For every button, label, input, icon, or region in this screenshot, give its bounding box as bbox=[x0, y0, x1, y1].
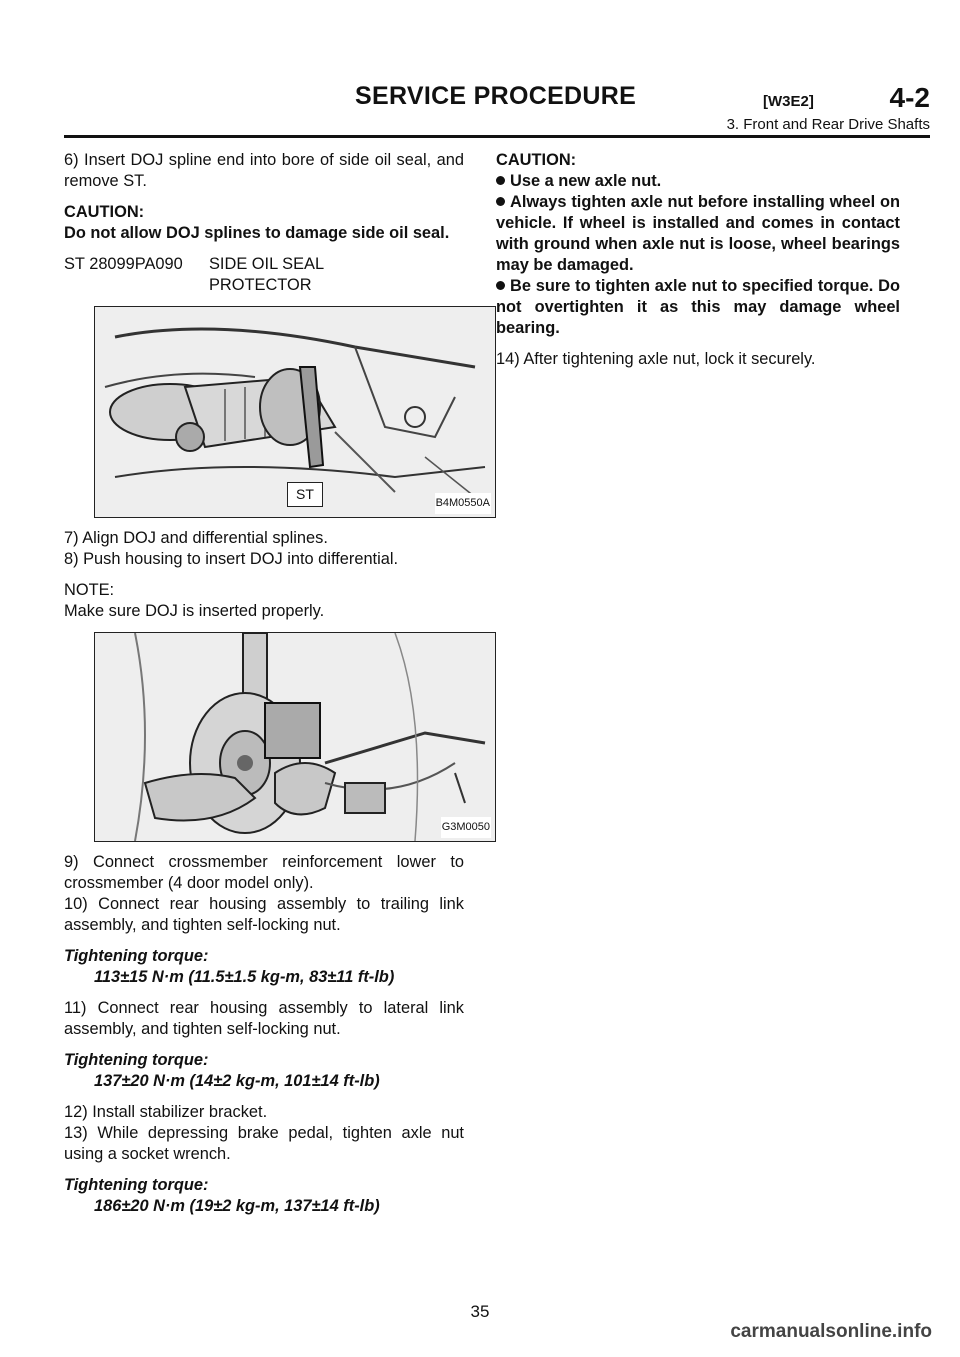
figure-code: B4M0550A bbox=[435, 493, 491, 514]
left-column bbox=[64, 150, 490, 1227]
special-tool-name: SIDE OIL SEAL PROTECTOR bbox=[209, 255, 324, 294]
caution-bullet: Use a new axle nut. bbox=[496, 171, 900, 192]
torque-label: Tightening torque: bbox=[64, 1176, 209, 1194]
bullet-icon bbox=[496, 176, 505, 185]
step-7: 7) Align DOJ and differential splines. bbox=[64, 529, 328, 547]
step-12: 12) Install stabilizer bracket. bbox=[64, 1103, 268, 1121]
step-6: 6) Insert DOJ spline end into bore of side oil seal, and remove ST. bbox=[64, 151, 464, 190]
caution-bullet: Always tighten axle nut before installing wheel on vehicle. If wheel is installed and comes in contact with ground when axle nut is loose, wheel bearings may be damaged. bbox=[496, 193, 900, 274]
caution-text: Do not allow DOJ splines to damage side oil seal. bbox=[64, 224, 450, 242]
torque-value: 113±15 N·m (11.5±1.5 kg-m, 83±11 ft-lb) bbox=[94, 968, 395, 986]
note-title: NOTE: bbox=[64, 581, 115, 599]
page-number: 35 bbox=[470, 1302, 490, 1321]
section-code: [W3E2] bbox=[763, 93, 814, 110]
caution-title: CAUTION: bbox=[64, 203, 145, 221]
figure-code: G3M0050 bbox=[441, 817, 491, 838]
special-tool-row bbox=[64, 254, 464, 296]
right-column bbox=[496, 150, 900, 380]
torque-label: Tightening torque: bbox=[64, 1051, 209, 1069]
section-number: 4-2 bbox=[889, 82, 930, 113]
torque-label: Tightening torque: bbox=[64, 947, 209, 965]
caution-bullet: Be sure to tighten axle nut to specified torque. Do not overtighten it as this may damage wheel bearing. bbox=[496, 277, 900, 337]
figure-rear-housing bbox=[94, 632, 496, 842]
figure-drive-shaft-install bbox=[94, 306, 496, 518]
step-14: 14) After tightening axle nut, lock it securely. bbox=[496, 350, 816, 368]
torque-value: 186±20 N·m (19±2 kg-m, 137±14 ft-lb) bbox=[94, 1197, 380, 1215]
watermark: carmanualsonline.info bbox=[730, 1321, 932, 1342]
note-text: Make sure DOJ is inserted properly. bbox=[64, 602, 325, 620]
step-13: 13) While depressing brake pedal, tighten axle nut using a socket wrench. bbox=[64, 1124, 464, 1163]
header-divider bbox=[64, 135, 930, 138]
figure-callout-st: ST bbox=[287, 482, 323, 507]
section-subtitle: 3. Front and Rear Drive Shafts bbox=[726, 116, 930, 133]
bullet-icon bbox=[496, 197, 505, 206]
step-10: 10) Connect rear housing assembly to trailing link assembly, and tighten self-locking nut. bbox=[64, 895, 464, 934]
step-8: 8) Push housing to insert DOJ into differential. bbox=[64, 550, 399, 568]
caution-title: CAUTION: bbox=[496, 151, 577, 169]
rear-housing-illustration bbox=[95, 633, 495, 841]
bullet-icon bbox=[496, 281, 505, 290]
special-tool-number: ST 28099PA090 bbox=[64, 255, 183, 273]
torque-value: 137±20 N·m (14±2 kg-m, 101±14 ft-lb) bbox=[94, 1072, 380, 1090]
step-11: 11) Connect rear housing assembly to lateral link assembly, and tighten self-locking nut. bbox=[64, 999, 464, 1038]
section-title: SERVICE PROCEDURE bbox=[355, 82, 637, 110]
step-9: 9) Connect crossmember reinforcement lower to crossmember (4 door model only). bbox=[64, 853, 464, 892]
